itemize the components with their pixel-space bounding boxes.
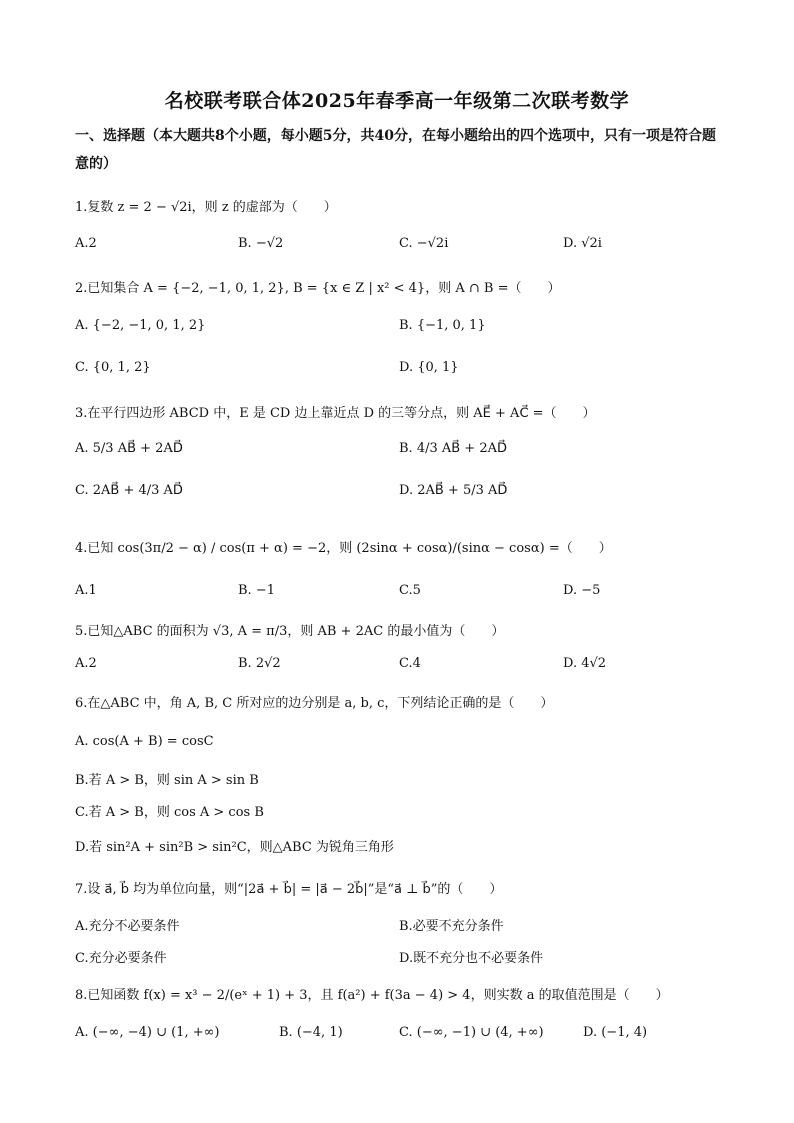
question-6-option-c: C.若 A > B，则 cos A > cos B — [75, 805, 264, 820]
question-3-option-a: A. 5/3 AB⃗ + 2AD⃗ — [75, 441, 183, 456]
question-1-option-a: A.2 — [75, 236, 97, 251]
question-5-stem: 5.已知△ABC 的面积为 √3, A = π/3，则 AB + 2AC 的最小值为（ ） — [75, 624, 505, 639]
question-3-option-b: B. 4/3 AB⃗ + 2AD⃗ — [399, 441, 508, 456]
question-4-option-b: B. −1 — [238, 583, 275, 598]
question-7-stem: 7.设 a⃗, b⃗ 均为单位向量，则“|2a⃗ + b⃗| = |a⃗ − 2b⃗|”是“a⃗ ⊥ b⃗”的（ ） — [75, 882, 503, 897]
question-5-option-b: B. 2√2 — [238, 656, 281, 671]
question-6-option-d: D.若 sin²A + sin²B > sin²C，则△ABC 为锐角三角形 — [75, 840, 394, 855]
question-2-option-c: C. {0, 1, 2} — [75, 360, 151, 375]
question-6-stem: 6.在△ABC 中，角 A, B, C 所对应的边分别是 a, b, c，下列结论正确的是（ ） — [75, 696, 554, 711]
question-7-option-b: B.必要不充分条件 — [399, 919, 504, 934]
question-5-option-a: A.2 — [75, 656, 97, 671]
question-7-option-d: D.既不充分也不必要条件 — [399, 951, 544, 966]
question-3-option-c: C. 2AB⃗ + 4/3 AD⃗ — [75, 483, 183, 498]
question-8-option-d: D. (−1, 4) — [583, 1025, 648, 1040]
question-1-stem: 1.复数 z = 2 − √2i，则 z 的虚部为（ ） — [75, 200, 337, 215]
question-3-stem: 3.在平行四边形 ABCD 中，E 是 CD 边上靠近点 D 的三等分点，则 AE⃗ + AC⃗ =（ ） — [75, 406, 596, 421]
question-5-option-d: D. 4√2 — [563, 656, 607, 671]
question-8-option-b: B. (−4, 1) — [279, 1025, 343, 1040]
exam-title: 名校联考联合体2025年春季高一年级第二次联考数学 — [164, 90, 630, 112]
question-3-option-d: D. 2AB⃗ + 5/3 AD⃗ — [399, 483, 508, 498]
question-2-option-b: B. {−1, 0, 1} — [399, 318, 486, 333]
section-heading: 一、选择题（本大题共8个小题，每小题5分，共40分，在每小题给出的四个选项中，只有一项是符合题意的） — [75, 128, 716, 172]
question-5-option-c: C.4 — [399, 656, 421, 671]
question-2-option-d: D. {0, 1} — [399, 360, 459, 375]
question-8-option-c: C. (−∞, −1) ∪ (4, +∞) — [399, 1025, 544, 1040]
question-4-option-d: D. −5 — [563, 583, 601, 598]
question-2-option-a: A. {−2, −1, 0, 1, 2} — [75, 318, 206, 333]
question-7-option-c: C.充分必要条件 — [75, 951, 167, 966]
question-2-stem: 2.已知集合 A = {−2, −1, 0, 1, 2}, B = {x ∈ Z | x² < 4}，则 A ∩ B =（ ） — [75, 281, 561, 296]
question-1-option-c: C. −√2i — [399, 236, 449, 251]
question-4-stem: 4.已知 cos(3π/2 − α) / cos(π + α) = −2，则 (2sinα + cosα)/(sinα − cosα) =（ ） — [75, 541, 612, 556]
question-1-option-d: D. √2i — [563, 236, 602, 251]
question-4-option-a: A.1 — [75, 583, 97, 598]
question-4-option-c: C.5 — [399, 583, 421, 598]
question-6-option-a: A. cos(A + B) = cosC — [75, 734, 214, 749]
question-8-option-a: A. (−∞, −4) ∪ (1, +∞) — [75, 1025, 220, 1040]
question-8-stem: 8.已知函数 f(x) = x³ − 2/(eˣ + 1) + 3，且 f(a²) + f(3a − 4) > 4，则实数 a 的取值范围是（ ） — [75, 988, 669, 1003]
question-6-option-b: B.若 A > B，则 sin A > sin B — [75, 773, 259, 788]
question-7-option-a: A.充分不必要条件 — [75, 919, 180, 934]
question-1-option-b: B. −√2 — [238, 236, 284, 251]
